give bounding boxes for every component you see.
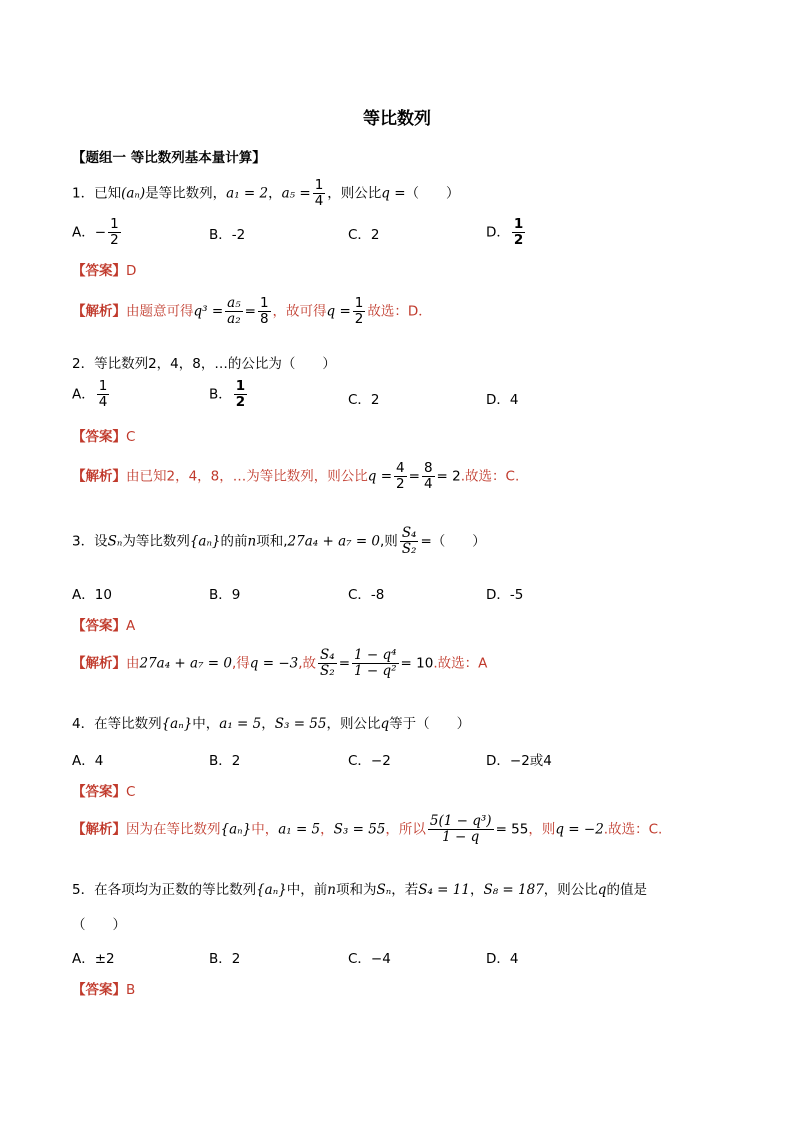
q4-option-d[interactable]: D．−2或4 — [486, 753, 552, 769]
q3-stem: 3．设Sₙ为等比数列{aₙ}的前n项和,27a₄ + a₇ = 0,则 $\frac{\text{S₄}}{\text{S₂}}$ =（ ） — [72, 525, 486, 557]
q5-option-b[interactable]: B．2 — [209, 951, 241, 967]
q1-answer: 【答案】D — [72, 263, 137, 279]
q2-option-a[interactable]: A． $\frac{1}{4}$ — [72, 378, 108, 410]
q1-analysis: 【解析】由题意可得q³ = $\frac{\text{a₅}}{\text{a₂}}$ = $\frac{1}{8}$ ，故可得q = $\frac{1}{2}$ 故选：D． — [72, 295, 432, 327]
q5-option-c[interactable]: C．−4 — [348, 951, 391, 967]
q4-option-a[interactable]: A．4 — [72, 753, 104, 769]
q2-stem: 2．等比数列2，4，8，…的公比为（ ） — [72, 356, 336, 372]
q1-option-a[interactable]: A．− $\frac{1}{2}$ — [72, 216, 119, 248]
q4-analysis: 【解析】因为在等比数列{aₙ}中，a₁ = 5，S₃ = 55，所以 $\frac{\text{5(1 − q³)}}{1 - q}$ = 55，则q = −2.故选：C. — [72, 813, 663, 845]
q2-option-c[interactable]: C．2 — [348, 392, 380, 408]
q3-option-a[interactable]: A．10 — [72, 587, 112, 603]
q2-option-b[interactable]: B． $\frac{1}{2}$ — [209, 378, 246, 410]
q3-option-b[interactable]: B．9 — [209, 587, 241, 603]
q2-option-d[interactable]: D．4 — [486, 392, 519, 408]
q1-a1: a₁ = 2 — [226, 185, 269, 202]
q5-stem-blank: （ ） — [72, 917, 126, 933]
q4-stem: 4．在等比数列{aₙ}中，a₁ = 5，S₃ = 55，则公比q等于（ ） — [72, 716, 471, 732]
q1-frac-quarter: $\frac{1}{4}$ — [314, 177, 324, 209]
q5-answer: 【答案】B — [72, 982, 136, 998]
q1-a5: a₅ = — [281, 185, 311, 202]
q1-option-b[interactable]: B．-2 — [209, 227, 246, 243]
group-heading: 【题组一 等比数列基本量计算】 — [72, 150, 266, 166]
q1-q: q = — [381, 185, 406, 202]
q1-stem-b: 是等比数列， — [145, 185, 227, 202]
q1-option-d[interactable]: D． $\frac{1}{2}$ — [486, 216, 524, 248]
q4-answer: 【答案】C — [72, 784, 136, 800]
q5-option-a[interactable]: A．±2 — [72, 951, 115, 967]
q3-analysis: 【解析】由27a₄ + a₇ = 0,得q = −3,故 $\frac{\text{S₄}}{\text{S₂}}$ = $\frac{\text{1 − q⁴}}{\text{1 − q²}}$ = 10.故选：A — [72, 647, 488, 679]
q1-option-c[interactable]: C．2 — [348, 227, 380, 243]
q2-analysis: 【解析】由已知2，4，8，…为等比数列，则公比q = $\frac{4}{2}$ = $\frac{8}{4}$ = 2.故选：C. — [72, 460, 520, 492]
q5-stem: 5．在各项均为正数的等比数列{aₙ}中，前n项和为Sₙ，若S₄ = 11，S₈ = 187，则公比q的值是 — [72, 882, 647, 898]
q3-option-c[interactable]: C．-8 — [348, 587, 385, 603]
q1-stem-a: 1．已知 — [72, 185, 122, 202]
q1-stem-c: ，则公比 — [327, 185, 382, 202]
q1-stem-d: （ ） — [405, 185, 460, 202]
q2-answer: 【答案】C — [72, 429, 136, 445]
q1-seq: (aₙ) — [121, 185, 146, 202]
q4-option-b[interactable]: B．2 — [209, 753, 241, 769]
q5-option-d[interactable]: D．4 — [486, 951, 519, 967]
q4-option-c[interactable]: C．−2 — [348, 753, 391, 769]
page-title: 等比数列 — [363, 109, 431, 129]
q3-answer: 【答案】A — [72, 618, 136, 634]
q1-stem: 1．已知(aₙ)是等比数列，a₁ = 2，a₅ = $\frac{1}{4}$ ，则公比q =（ ） — [72, 177, 460, 209]
q3-option-d[interactable]: D．-5 — [486, 587, 524, 603]
